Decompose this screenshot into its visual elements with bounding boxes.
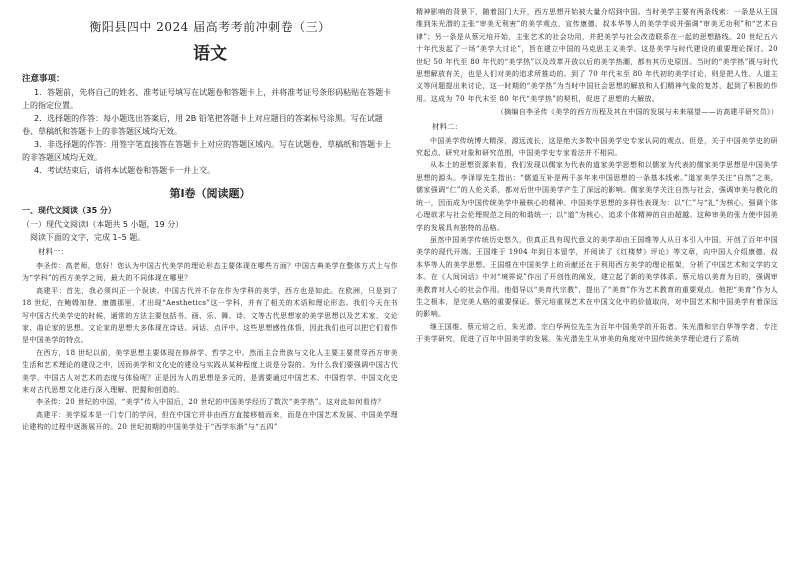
volume-title: 第Ⅰ卷（阅读题） [169, 187, 251, 200]
text-paragraph: 虽然中国美学传统历史悠久，但真正具有现代意义的美学却由王国维等人从日本引入中国，开创了百年中国美学的现代开端。王国维于 1904 年到日本留学，并阅读了《红楼梦》评论》等文章，向中国人介绍康德、叔本华等人的美学思想。王国维在中国美学上的贡献还在于利用西方美学的理论框架，分析了中国艺术和文学的文本。在《人间词话》中对“境界说”作出了开创性的阐发，建立起了新的美学体系。蔡元培以美育为目的，强调审美教育对人心的社会作用。他倡导以“美育代宗教”，提出了“美育”作为艺术教育的重要观点。他把“美育”作为人生之根本，是完美人格的重要保证。蔡元培重视艺术在中国文化中的价值取向，对中国艺术和中国美学有着深远的影响。 [416, 235, 778, 319]
text-paragraph: 在西方，18 世纪以前，美学思想主要体现在修辞学、哲学之中。然而主合贵族与文化人主要主要贯穿西方审美生活和艺术理论的建设之中，因而美学和文化史的建设与实践从某种程度上说是分裂的。为什么我们要强调中国古代美学、中国古人对艺术的态度与体验呢？正是因为人的思想是多元的，是需要通过中国艺术、中国哲学、中国文化史来对古代思想文化进行深入理解、把握和创造的。 [22, 348, 398, 395]
text-paragraph: 高建平：首先，我必须纠正一个误读。中国古代并不存在作为学科的美学，西方也是如此。在欧洲，只是到了 18 世纪，在鲍姆加登、康德那里，才出现“Aesthetics”这一学科，并有了相关的术语和理论形态。我们今天在书写中国古代美学史的时候，通常的方法主要包括书、画、乐、舞、诗、文等古代思想家的美学思想以及艺术家、文论家、曲论家的思想。文论家的思想大多体现在诗话、词话、点评中。这些思想感性体悟，因此我们也可以把它们看作是中国美学的特点。 [22, 286, 398, 345]
exam-title: 衡阳县四中 2024 届高考考前冲刺卷（三） [89, 20, 331, 34]
source-citation: （摘编自李圣传《美学的西方历程及其在中国的发展与未来展望——访高建平研究员》） [496, 108, 778, 117]
left-column [22, 6, 398, 434]
note-item: 1．答题前，先将自己的姓名、准考证号填写在试题卷和答题卡上，并将准考证号条形码粘贴在答题卡上的指定位置。 [22, 88, 392, 110]
note-item: 3．非选择题的作答：用签字笔直接答在答题卡上对应的答题区域内。写在试题卷、草稿纸和答题卡上的非答题区域均无效。 [22, 140, 392, 162]
material-label: 材料二： [432, 121, 462, 131]
section-title: 一、现代文阅读（35 分） [22, 206, 116, 215]
text-paragraph: 李圣传：20 世纪的中国，“美学”传入中国后，20 世纪的中国美学经历了数次“美学热”。这对此如何看待？ [36, 398, 385, 407]
notes-title: 注意事项： [22, 74, 65, 84]
text-paragraph: 从本土的思想资源来看，我们发现以儒家为代表的道家美学思想和以儒家为代表的儒家美学思想是中国美学思想的源头。李泽厚先生指出：“儒道互补是两千多年来中国思想的一条基本线索。”道家美学关注“自然”之美，儒家强调“仁”的人伦关系，都对后世中国美学产生了深远的影响。儒家美学关注自然与社会，强调审美与教化的统一，因而成为中国传统美学中最核心的精神。中国美学思想的多样性表现为：以“仁”与“礼”为核心，强调个体心理欲求与社会伦理规范之间的和谐统一；以“道”为核心，追求个体精神的自由超越。这种审美的张力使中国美学的发展具有独特的品格。 [416, 161, 778, 232]
note-item: 4．考试结束后，请将本试题卷和答题卡一并上交。 [34, 166, 216, 175]
material-label: 材料一： [38, 247, 68, 256]
right-column [416, 6, 778, 346]
text-paragraph: 精神影响的背景下，随着国门大开，西方思想开始被大量介绍到中国。当时美学主要有两条线索：一条是从王国维到朱光潜的主张“审美无利害”的美学观点，宣传康德、叔本华等人的美学学说并强调“审美无功利”和“艺术自律”；另一条是从蔡元培开始，主张艺术的社会功用，并把美学与社会改造联系在一起的思想路线。20 世纪五六十年代发起了一场“美学大讨论”，旨在建立中国的马克思主义美学。这是美学与时代建设的重要理论探讨。20 世纪 50 年代至 80 年代的“美学热”以及改革开放以后的美学热潮，都有其历史原因。当时的“美学热”既与时代思想解放有关，也是人们对美的追求所推动的。到了 70 年代末至 80 年代初的美学讨论，则是把人性、人道主义等问题提出来讨论，这一时期的“美学热”为当时中国社会思想的解放和人们精神气象的复苏，起到了积极的作用。这成为 70 年代末至 80 年代“美学热”的契机，促进了思想的大解放。 [416, 8, 778, 103]
subsection-title: （一）现代文阅读Ⅰ（本题共 5 小题，19 分） [22, 220, 184, 229]
text-paragraph: 李圣传：高老师，您好！您认为中国古代美学的理论形态主要体现在哪些方面？中国古典美学在整体方式上与作为“学科”的西方美学之间，最大的不同体现在哪里？ [22, 262, 398, 283]
section-instruction: 阅读下面的文字，完成 1–5 题。 [30, 233, 146, 242]
subject-title: 语文 [193, 44, 227, 64]
note-item: 2．选择题的作答：每小题选出答案后，用 2B 铅笔把答题卡上对应题目的答案标号涂黑。写在试题卷、草稿纸和答题卡上的非答题区域均无效。 [22, 114, 383, 136]
text-paragraph: 高建平：美学原本是一门专门的学问，但在中国它并非由西方直接移植而来，而是在中国艺术发展、中国美学理论建构的过程中逐渐展开的。20 世纪初期的中国美学处于“西学东渐”与“五四” [22, 410, 398, 432]
text-paragraph: 中国美学传统博大精深，源远流长，这是绝大多数中国美学史专家认同的观点。但是，关于中国美学史的研究起点、研究对象和研究范围，中国美学史专家看法并不相同。 [416, 136, 778, 158]
text-paragraph: 继王国维、蔡元培之后，朱光潜、宗白华两位先生为百年中国美学的开拓者。朱光潜和宗白华等学者，专注于美学研究，促进了百年中国美学的发展。朱光潜先生从审美的角度对中国传统美学理论进行了系统 [416, 322, 778, 344]
